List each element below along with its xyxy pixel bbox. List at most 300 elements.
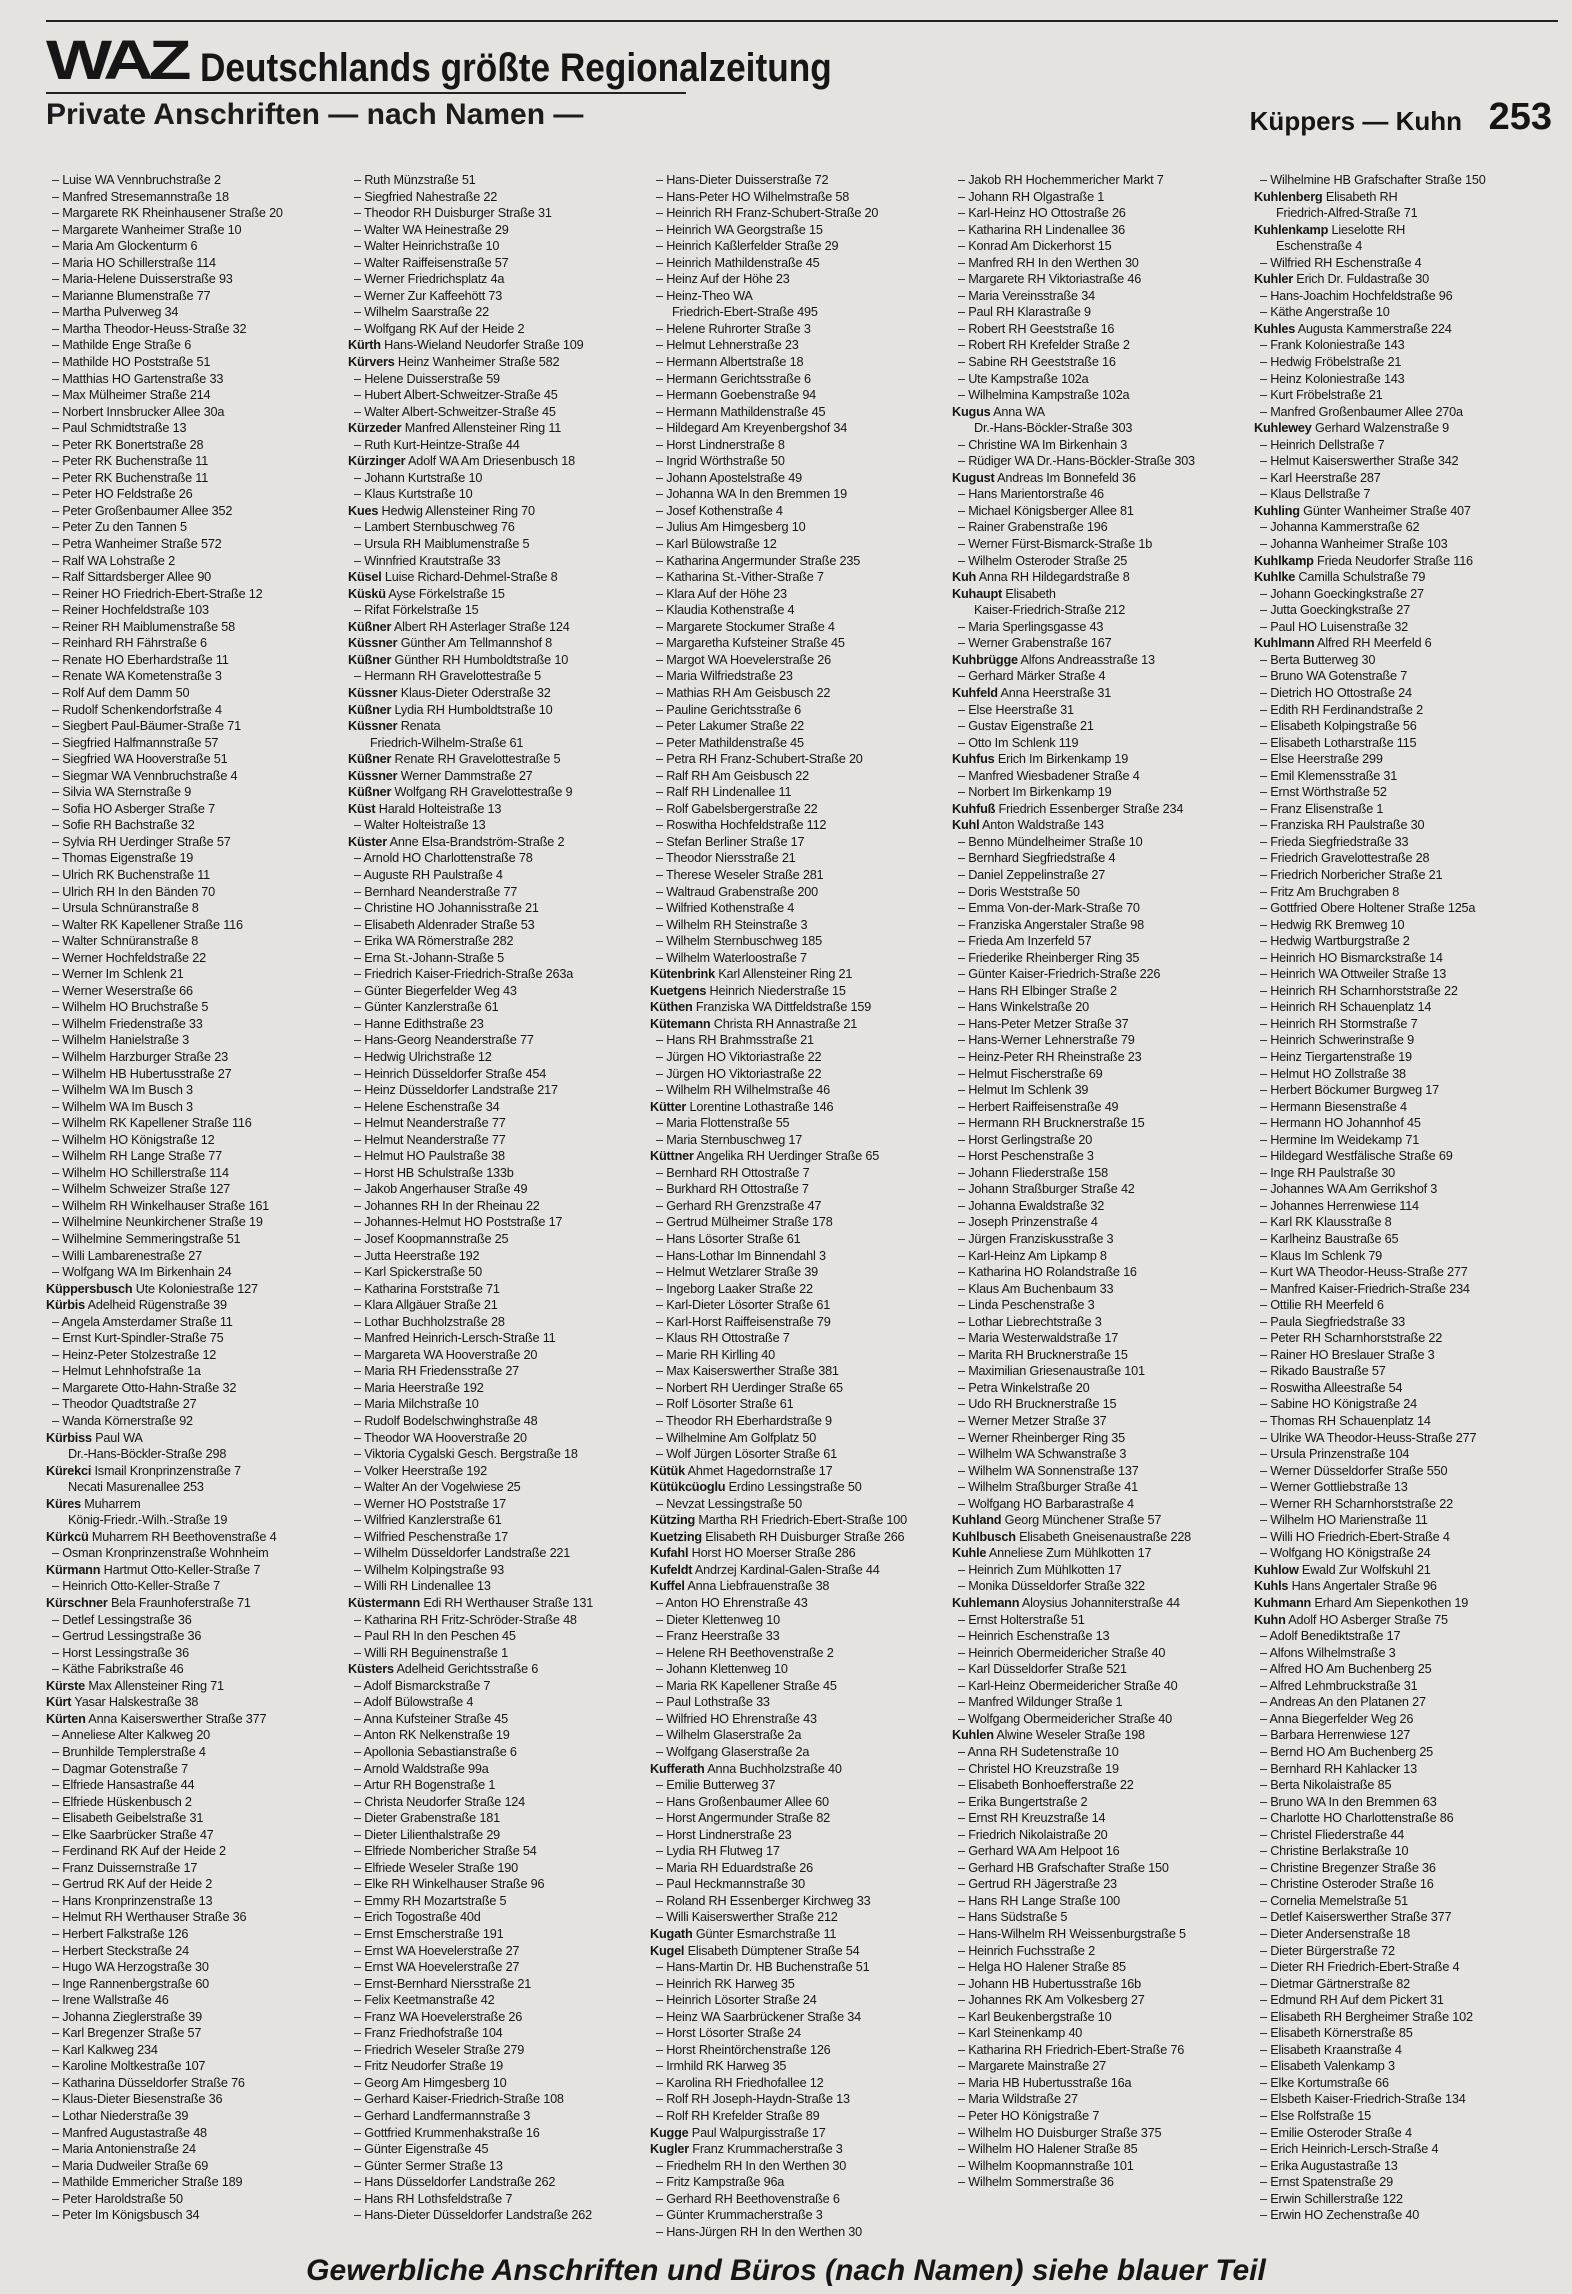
listing-entry: – Theodor WA Hooverstraße 20 (348, 1430, 650, 1447)
listing-entry: – Ulrich RK Buchenstraße 11 (46, 867, 348, 884)
listing-entry: – Karl-Heinz Am Lipkamp 8 (952, 1248, 1254, 1265)
listing-entry: – Hermann HO Johannhof 45 (1254, 1115, 1556, 1132)
listing-entry: – Emil Klemensstraße 31 (1254, 768, 1556, 785)
listing-entry: – Volker Heerstraße 192 (348, 1463, 650, 1480)
listing-entry: – Maria Wildstraße 27 (952, 2091, 1254, 2108)
address: Adelheid Rügenstraße 39 (84, 1298, 227, 1313)
surname: Kuhl (952, 818, 980, 833)
listing-entry: – Klaus Am Buchenbaum 33 (952, 1281, 1254, 1298)
listing-entry: – Maria Sternbuschweg 17 (650, 1132, 952, 1149)
listing-entry: – Rudolf Schenkendorfstraße 4 (46, 702, 348, 719)
listing-entry: – Wilhelm Hanielstraße 3 (46, 1032, 348, 1049)
surname: Kuhling (1254, 503, 1300, 518)
listing-entry: – Burkhard RH Ottostraße 7 (650, 1181, 952, 1198)
surname-entry (952, 1727, 1254, 1744)
surname: Kützing (650, 1513, 696, 1528)
address-continuation: Dr.-Hans-Böckler-Straße 298 (68, 1447, 227, 1462)
top-rule (46, 20, 1558, 22)
listing-entry: – Emilie Butterweg 37 (650, 1777, 952, 1794)
listing-entry: – Hans Düsseldorfer Landstraße 262 (348, 2174, 650, 2191)
surname-entry (650, 2125, 952, 2142)
listing-entry: – Dieter Grabenstraße 181 (348, 1810, 650, 1827)
address-continuation: Necati Masurenallee 253 (68, 1480, 204, 1495)
listing-entry: – Rüdiger WA Dr.-Hans-Böckler-Straße 303 (952, 453, 1254, 470)
listing-entry: – Renate WA Kometenstraße 3 (46, 668, 348, 685)
listing-entry: – Hanne Edithstraße 23 (348, 1016, 650, 1033)
listing-entry: – Daniel Zeppelinstraße 27 (952, 867, 1254, 884)
listing-entry: – Marita RH Brucknerstraße 15 (952, 1347, 1254, 1364)
listing-entry: – Heinz Auf der Höhe 23 (650, 271, 952, 288)
address: Paul WA (91, 1430, 143, 1445)
surname: Kürkcü (46, 1529, 89, 1544)
listing-entry: – Wilhelm Kolpingstraße 93 (348, 1562, 650, 1579)
surname: Kürekci (46, 1463, 92, 1478)
listing-entry: – Kurt WA Theodor-Heuss-Straße 277 (1254, 1264, 1556, 1281)
listing-entry: – Bernhard Neanderstraße 77 (348, 884, 650, 901)
listing-entry: – Reiner Hochfeldstraße 103 (46, 602, 348, 619)
listing-entry: – Johann RH Olgastraße 1 (952, 189, 1254, 206)
surname-entry (348, 337, 650, 354)
surname: Kufeldt (650, 1562, 693, 1577)
listing-entry: – Johann Klettenweg 10 (650, 1661, 952, 1678)
listing-entry: – Horst Angermunder Straße 82 (650, 1810, 952, 1827)
listing-entry: – Gerhard HB Grafschafter Straße 150 (952, 1860, 1254, 1877)
listing-entry: – Peter HO Königstraße 7 (952, 2108, 1254, 2125)
listing-entry: – Thomas Eigenstraße 19 (46, 850, 348, 867)
listing-entry: – Peter RK Buchenstraße 11 (46, 470, 348, 487)
listing-entry: – Rikado Baustraße 57 (1254, 1363, 1556, 1380)
surname: Kuhlke (1254, 570, 1296, 585)
surname-entry (1254, 222, 1556, 239)
masthead (46, 28, 918, 91)
listing-entry: – Franziska RH Paulstraße 30 (1254, 817, 1556, 834)
listing-entry: – Heinrich RH Stormstraße 7 (1254, 1016, 1556, 1033)
address: Martha RH Friedrich-Ebert-Straße 100 (695, 1513, 907, 1528)
listing-entry: – Franz Friedhofstraße 104 (348, 2025, 650, 2042)
address-continuation: Eschenstraße 4 (1276, 239, 1363, 254)
surname: Kürste (46, 1678, 85, 1693)
listing-entry: – Wolfgang RK Auf der Heide 2 (348, 321, 650, 338)
address: Elisabeth (1002, 586, 1056, 601)
address: Erhard Am Siepenkothen 19 (1311, 1596, 1469, 1611)
surname: Küßner (348, 702, 392, 717)
listing-entry: – Wilhelm Friedenstraße 33 (46, 1016, 348, 1033)
listing-entry: – Adolf Benediktstraße 17 (1254, 1628, 1556, 1645)
address: Andreas Im Bonnefeld 36 (994, 470, 1136, 485)
listing-entry: – Käthe Angerstraße 10 (1254, 304, 1556, 321)
listing-entry: – Norbert RH Uerdinger Straße 65 (650, 1380, 952, 1397)
listing-entry: – Christine Osteroder Straße 16 (1254, 1876, 1556, 1893)
listing-entry: – Werner Weserstraße 66 (46, 983, 348, 1000)
listing-entry: – Heinrich Fuchsstraße 2 (952, 1943, 1254, 1960)
listing-entry: – Hermann Goebenstraße 94 (650, 387, 952, 404)
listing-entry: – Wolfgang Glaserstraße 2a (650, 1744, 952, 1761)
surname-entry (952, 569, 1254, 586)
listing-entry: – Norbert Innsbrucker Allee 30a (46, 404, 348, 421)
address: Harald Holteistraße 13 (375, 801, 502, 816)
listing-entry: – Maria Milchstraße 10 (348, 1396, 650, 1413)
listing-entry: – Manfred Heinrich-Lersch-Straße 11 (348, 1330, 650, 1347)
address: Luise Richard-Dehmel-Straße 8 (381, 570, 558, 585)
listing-entry: – Christine Bregenzer Straße 36 (1254, 1860, 1556, 1877)
listing-entry: – Helmut Fischerstraße 69 (952, 1066, 1254, 1083)
listing-entry: – Marie RH Kirlling 40 (650, 1347, 952, 1364)
surname: Kütemann (650, 1016, 711, 1031)
listing-entry: – Paul RH In den Peschen 45 (348, 1628, 650, 1645)
surname: Kuhlkamp (1254, 553, 1314, 568)
address: Alfons Andreasstraße 13 (1017, 652, 1155, 667)
listing-entry: – Franz Heerstraße 33 (650, 1628, 952, 1645)
surname-entry (952, 652, 1254, 669)
page-number: 253 (1488, 96, 1552, 138)
address-continuation: Friedrich-Wilhelm-Straße 61 (370, 735, 524, 750)
listing-entry: – Siegfried Halfmannstraße 57 (46, 735, 348, 752)
listing-entry: – Hans-Dieter Duisserstraße 72 (650, 172, 952, 189)
listing-entry: – Bruno WA Gotenstraße 7 (1254, 668, 1556, 685)
listing-entry: – Rudolf Bodelschwinghstraße 48 (348, 1413, 650, 1430)
listing-entry: – Jürgen HO Viktoriastraße 22 (650, 1066, 952, 1083)
address: Christa RH Annastraße 21 (710, 1016, 858, 1031)
listing-entry: – Georg Am Himgesberg 10 (348, 2075, 650, 2092)
address: Heinrich Niederstraße 15 (706, 983, 846, 998)
listing-entry: – Horst Gerlingstraße 20 (952, 1132, 1254, 1149)
listing-entry: – Maria HO Schillerstraße 114 (46, 255, 348, 272)
listing-entry: – Hans-Peter Metzer Straße 37 (952, 1016, 1254, 1033)
listing-entry: – Gottfried Krummenhakstraße 16 (348, 2125, 650, 2142)
listing-entry: – Maria Flottenstraße 55 (650, 1115, 952, 1132)
address: Alfred RH Meerfeld 6 (1314, 636, 1432, 651)
listing-entry: – Elisabeth Valenkamp 3 (1254, 2058, 1556, 2075)
listing-entry: – Hermann RH Gravelottestraße 5 (348, 668, 650, 685)
listing-entry: – Peter Mathildenstraße 45 (650, 735, 952, 752)
surname: Kuhaupt (952, 586, 1003, 601)
surname-entry (952, 751, 1254, 768)
surname: Kuhler (1254, 272, 1293, 287)
listing-entry: – Brunhilde Templerstraße 4 (46, 1744, 348, 1761)
listing-entry: – Heinrich Otto-Keller-Straße 7 (46, 1578, 348, 1595)
surname: Kürbiss (46, 1430, 92, 1445)
listing-entry: – Dagmar Gotenstraße 7 (46, 1761, 348, 1778)
address: Werner Dammstraße 27 (397, 768, 533, 783)
surname-entry (650, 1761, 952, 1778)
surname-entry (650, 1148, 952, 1165)
address: Hans-Wieland Neudorfer Straße 109 (380, 338, 584, 353)
surname: Kuhlenkamp (1254, 222, 1329, 237)
address: Renata (397, 719, 441, 734)
surname: Kuhle (952, 1546, 987, 1561)
directory-column (952, 172, 1254, 2212)
listing-entry: – Wilhelm Koopmannstraße 101 (952, 2158, 1254, 2175)
surname: Kugler (650, 2142, 689, 2157)
surname: Kürt (46, 1695, 72, 1710)
listing-entry: – Paul Schmidtstraße 13 (46, 420, 348, 437)
surname: Kuh (952, 570, 977, 585)
listing-entry: – Edith RH Ferdinandstraße 2 (1254, 702, 1556, 719)
listing-entry: – Friederike Rheinberger Ring 35 (952, 950, 1254, 967)
listing-entry: – Wanda Körnerstraße 92 (46, 1413, 348, 1430)
listing-entry: – Maximilian Griesenaustraße 101 (952, 1363, 1254, 1380)
address-continuation: Kaiser-Friedrich-Straße 212 (974, 603, 1126, 618)
address: Adelheid Gerichtsstraße 6 (393, 1662, 539, 1677)
surname: Küst (348, 801, 376, 816)
listing-entry: – Elisabeth Körnerstraße 85 (1254, 2025, 1556, 2042)
listing-entry: – Wilhelm Saarstraße 22 (348, 304, 650, 321)
listing-entry: – Ralf WA Lohstraße 2 (46, 553, 348, 570)
address: Alwine Weseler Straße 198 (993, 1728, 1145, 1743)
listing-entry: – Emilie Osteroder Straße 4 (1254, 2125, 1556, 2142)
listing-entry: – Hermann Mathildenstraße 45 (650, 404, 952, 421)
listing-entry: – Manfred RH In den Werthen 30 (952, 255, 1254, 272)
listing-entry: – Walter RK Kapellener Straße 116 (46, 917, 348, 934)
listing-entry: – Wilhelmine Semmeringstraße 51 (46, 1231, 348, 1248)
listing-entry: – Johann Goeckingkstraße 27 (1254, 586, 1556, 603)
address: Paul Walpurgisstraße 17 (688, 2125, 826, 2140)
listing-entry: – Heinz Koloniestraße 143 (1254, 371, 1556, 388)
listing-entry: – Gerhard WA Am Helpoot 16 (952, 1843, 1254, 1860)
listing-entry: – Katharina St.-Vither-Straße 7 (650, 569, 952, 586)
listing-entry: – Irmhild RK Harweg 35 (650, 2058, 952, 2075)
listing-entry: – Erich Togostraße 40d (348, 1909, 650, 1926)
surname: Kugel (650, 1943, 685, 1958)
listing-entry: – Hans Kronprinzenstraße 13 (46, 1893, 348, 1910)
listing-entry: – Konrad Am Dickerhorst 15 (952, 238, 1254, 255)
listing-entry: – Rolf Lösorter Straße 61 (650, 1396, 952, 1413)
listing-entry: – Alfred HO Am Buchenberg 25 (1254, 1661, 1556, 1678)
listing-entry: – Heinz-Peter Stolzestraße 12 (46, 1347, 348, 1364)
listing-entry: – Luise WA Vennbruchstraße 2 (46, 172, 348, 189)
listing-entry: – Maria Heerstraße 192 (348, 1380, 650, 1397)
listing-entry: – Martha Theodor-Heuss-Straße 32 (46, 321, 348, 338)
address: Elisabeth Gneisenaustraße 228 (1015, 1529, 1192, 1544)
listing-entry: – Christel HO Kreuzstraße 19 (952, 1761, 1254, 1778)
listing-entry: – Walter Holteistraße 13 (348, 817, 650, 834)
listing-entry: – Elke Saarbrücker Straße 47 (46, 1827, 348, 1844)
listing-entry: – Otto Im Schlenk 119 (952, 735, 1254, 752)
surname-entry (1254, 271, 1556, 288)
surname-entry (1254, 321, 1556, 338)
listing-entry: – Wilhelmina Kampstraße 102a (952, 387, 1254, 404)
surname: Kuhlbusch (952, 1529, 1016, 1544)
surname-entry (46, 1496, 348, 1513)
listing-entry: – Walter Heinrichstraße 10 (348, 238, 650, 255)
surname-entry (650, 1943, 952, 1960)
surname: Kuetgens (650, 983, 707, 998)
surname: Kuhn (1254, 1612, 1286, 1627)
surname: Kuhfuß (952, 801, 996, 816)
listing-entry: – Ernst WA Hoevelerstraße 27 (348, 1959, 650, 1976)
listing-entry: – Wilhelm HO Bruchstraße 5 (46, 999, 348, 1016)
listing-entry: – Hans RH Lange Straße 100 (952, 1893, 1254, 1910)
address: Günther Am Tellmannshof 8 (397, 636, 553, 651)
surname-entry (650, 1529, 952, 1546)
listing-entry: – Karl RK Klausstraße 8 (1254, 1214, 1556, 1231)
surname-entry (650, 1099, 952, 1116)
listing-entry: – Hermann RH Brucknerstraße 15 (952, 1115, 1254, 1132)
listing-entry: – Werner Grabenstraße 167 (952, 635, 1254, 652)
listing-entry: – Jakob Angerhauser Straße 49 (348, 1181, 650, 1198)
listing-entry: – Hans-Joachim Hochfeldstraße 96 (1254, 288, 1556, 305)
listing-entry: – Maria Wilfriedstraße 23 (650, 668, 952, 685)
address: Andrzej Kardinal-Galen-Straße 44 (692, 1562, 880, 1577)
surname-entry (1254, 1595, 1556, 1612)
listing-entry: – Auguste RH Paulstraße 4 (348, 867, 650, 884)
listing-entry: – Heinrich Lösorter Straße 24 (650, 1992, 952, 2009)
listing-entry: – Heinz-Theo WA (650, 288, 952, 305)
surname: Küßner (348, 785, 392, 800)
address: Anna Buchholzstraße 40 (704, 1761, 842, 1776)
surname-entry (952, 586, 1254, 603)
listing-entry: – Margareta WA Hooverstraße 20 (348, 1347, 650, 1364)
listing-entry: – Theodor RH Eberhardstraße 9 (650, 1413, 952, 1430)
listing-entry: – Helga HO Halener Straße 85 (952, 1959, 1254, 1976)
listing-entry: – Fritz Neudorfer Straße 19 (348, 2058, 650, 2075)
listing-entry: – Detlef Kaiserswerther Straße 377 (1254, 1909, 1556, 1926)
listing-entry: – Andreas An den Platanen 27 (1254, 1694, 1556, 1711)
listing-entry: – Helmut Neanderstraße 77 (348, 1132, 650, 1149)
surname-entry (1254, 1612, 1556, 1629)
surname: Kuhbrügge (952, 652, 1018, 667)
listing-entry: – Hans-Lothar Im Binnendahl 3 (650, 1248, 952, 1265)
listing-entry: – Ernst Holterstraße 51 (952, 1612, 1254, 1629)
listing-entry: – Wilhelm HO Schillerstraße 114 (46, 1165, 348, 1182)
surname-entry (650, 983, 952, 1000)
address: Max Allensteiner Ring 71 (85, 1678, 224, 1693)
listing-entry: – Werner Fürst-Bismarck-Straße 1b (952, 536, 1254, 553)
listing-entry: – Heinrich Düsseldorfer Straße 454 (348, 1066, 650, 1083)
surname-entry (348, 784, 650, 801)
listing-entry: – Elke Kortumstraße 66 (1254, 2075, 1556, 2092)
listing-entry: – Maria Am Glockenturm 6 (46, 238, 348, 255)
listing-entry: – Margarete Wanheimer Straße 10 (46, 222, 348, 239)
surname-entry (952, 1512, 1254, 1529)
directory-column (1254, 172, 1556, 2223)
listing-entry: – Walter WA Heinestraße 29 (348, 222, 650, 239)
listing-entry: – Karoline Moltkestraße 107 (46, 2058, 348, 2075)
listing-entry: – Wilhelm WA Sonnenstraße 137 (952, 1463, 1254, 1480)
listing-entry: – Helmut Im Schlenk 39 (952, 1082, 1254, 1099)
listing-entry: – Gustav Eigenstraße 21 (952, 718, 1254, 735)
surname: Kuhlewey (1254, 421, 1312, 436)
surname: Küssner (348, 768, 398, 783)
listing-entry: – Emma Von-der-Mark-Straße 70 (952, 900, 1254, 917)
listing-entry: – Heinrich Eschenstraße 13 (952, 1628, 1254, 1645)
listing-entry: – Elisabeth Aldenrader Straße 53 (348, 917, 650, 934)
surname: Küßner (348, 752, 392, 767)
surname: Kuhlen (952, 1728, 994, 1743)
surname: Kuhles (1254, 321, 1296, 336)
listing-entry: – Wilhelm Sommerstraße 36 (952, 2174, 1254, 2191)
listing-entry: – Maria RH Friedensstraße 27 (348, 1363, 650, 1380)
listing-entry: – Reinhard RH Fährstraße 6 (46, 635, 348, 652)
listing-entry: – Klara Auf der Höhe 23 (650, 586, 952, 603)
listing-entry: – Wilhelmine Neunkirchener Straße 19 (46, 1214, 348, 1231)
surname: Kufahl (650, 1546, 689, 1561)
address: Frieda Neudorfer Straße 116 (1313, 553, 1473, 568)
listing-entry: – Dieter RH Friedrich-Ebert-Straße 4 (1254, 1959, 1556, 1976)
listing-entry: – Karl Düsseldorfer Straße 521 (952, 1661, 1254, 1678)
surname: Küstermann (348, 1596, 421, 1611)
listing-entry: – Herbert Böckumer Burgweg 17 (1254, 1082, 1556, 1099)
listing-entry: – Theodor RH Duisburger Straße 31 (348, 205, 650, 222)
surname: Kürbis (46, 1298, 85, 1313)
listing-entry: – Manfred Wiesbadener Straße 4 (952, 768, 1254, 785)
address: Camilla Schulstraße 79 (1295, 570, 1426, 585)
listing-entry: – Katharina HO Rolandstraße 16 (952, 1264, 1254, 1281)
listing-entry: – Elke RH Winkelhauser Straße 96 (348, 1876, 650, 1893)
surname-entry (348, 1661, 650, 1678)
listing-entry: – Wilhelm Düsseldorfer Landstraße 221 (348, 1545, 650, 1562)
listing-entry: – Margarete Otto-Hahn-Straße 32 (46, 1380, 348, 1397)
surname-entry (348, 652, 650, 669)
surname: Kugust (952, 470, 995, 485)
address: Erich Dr. Fuldastraße 30 (1292, 272, 1430, 287)
listing-entry: – Friedrich Weseler Straße 279 (348, 2042, 650, 2059)
listing-entry: – Heinrich RH Scharnhorststraße 22 (1254, 983, 1556, 1000)
surname: Kürth (348, 338, 381, 353)
address: Franziska WA Dittfeldstraße 159 (692, 1000, 872, 1015)
surname-entry (348, 503, 650, 520)
listing-entry: – Paul HO Luisenstraße 32 (1254, 619, 1556, 636)
listing-entry: – Johannes Herrenwiese 114 (1254, 1198, 1556, 1215)
address: Adolf HO Asberger Straße 75 (1285, 1612, 1448, 1627)
listing-entry: – Erika WA Römerstraße 282 (348, 933, 650, 950)
listing-entry: – Ralf RH Am Geisbusch 22 (650, 768, 952, 785)
listing-entry: – Ottilie RH Meerfeld 6 (1254, 1297, 1556, 1314)
surname: Küßner (348, 652, 392, 667)
listing-entry: – Horst Lindnerstraße 8 (650, 437, 952, 454)
listing-entry: – Peter Im Königsbusch 34 (46, 2207, 348, 2224)
listing-entry: – Benno Mündelheimer Straße 10 (952, 834, 1254, 851)
listing-entry: – Johanna WA In den Bremmen 19 (650, 486, 952, 503)
listing-entry: – Heinrich RH Franz-Schubert-Straße 20 (650, 205, 952, 222)
listing-entry: – Jakob RH Hochemmericher Markt 7 (952, 172, 1254, 189)
listing-entry: – Erwin HO Zechenstraße 40 (1254, 2207, 1556, 2224)
surname-entry (348, 751, 650, 768)
listing-entry: – Karlheinz Baustraße 65 (1254, 1231, 1556, 1248)
listing-entry: – Johann Fliederstraße 158 (952, 1165, 1254, 1182)
listing-entry: – Karl-Heinz Obermeidericher Straße 40 (952, 1678, 1254, 1695)
header-rule (46, 92, 686, 94)
listing-entry: – Else Heerstraße 299 (1254, 751, 1556, 768)
listing-entry: – Helene Eschenstraße 34 (348, 1099, 650, 1116)
surname-entry (952, 685, 1254, 702)
surname-entry (952, 1595, 1254, 1612)
listing-entry: – Robert RH Geeststraße 16 (952, 321, 1254, 338)
listing-entry: – Adolf Bismarckstraße 7 (348, 1678, 650, 1695)
surname: Kürzeder (348, 421, 402, 436)
listing-entry: – Jutta Heerstraße 192 (348, 1248, 650, 1265)
listing-entry: – Siegbert Paul-Bäumer-Straße 71 (46, 718, 348, 735)
listing-entry: – Horst Lindnerstraße 23 (650, 1827, 952, 1844)
listing-entry: – Hildegard Westfälische Straße 69 (1254, 1148, 1556, 1165)
listing-entry: – Katharina RH Friedrich-Ebert-Straße 76 (952, 2042, 1254, 2059)
listing-entry: – Heinrich RH Schauenplatz 14 (1254, 999, 1556, 1016)
listing-entry: – Osman Kronprinzenstraße Wohnheim (46, 1545, 348, 1562)
listing-entry: – Heinrich Dellstraße 7 (1254, 437, 1556, 454)
listing-entry: – Robert RH Krefelder Straße 2 (952, 337, 1254, 354)
surname: Kürzinger (348, 454, 406, 469)
listing-entry: – Johann Apostelstraße 49 (650, 470, 952, 487)
listing-entry: – Wolfgang Obermeidericher Straße 40 (952, 1711, 1254, 1728)
surname: Kugus (952, 404, 991, 419)
address: Gerhard Walzenstraße 9 (1311, 421, 1449, 436)
surname: Kugath (650, 1926, 693, 1941)
listing-entry: – Johann Kurtstraße 10 (348, 470, 650, 487)
listing-entry: – Wolfgang HO Königstraße 24 (1254, 1545, 1556, 1562)
listing-entry: – Christine HO Johannisstraße 21 (348, 900, 650, 917)
surname-entry (348, 354, 650, 371)
address: Anne Elsa-Brandström-Straße 2 (387, 834, 565, 849)
